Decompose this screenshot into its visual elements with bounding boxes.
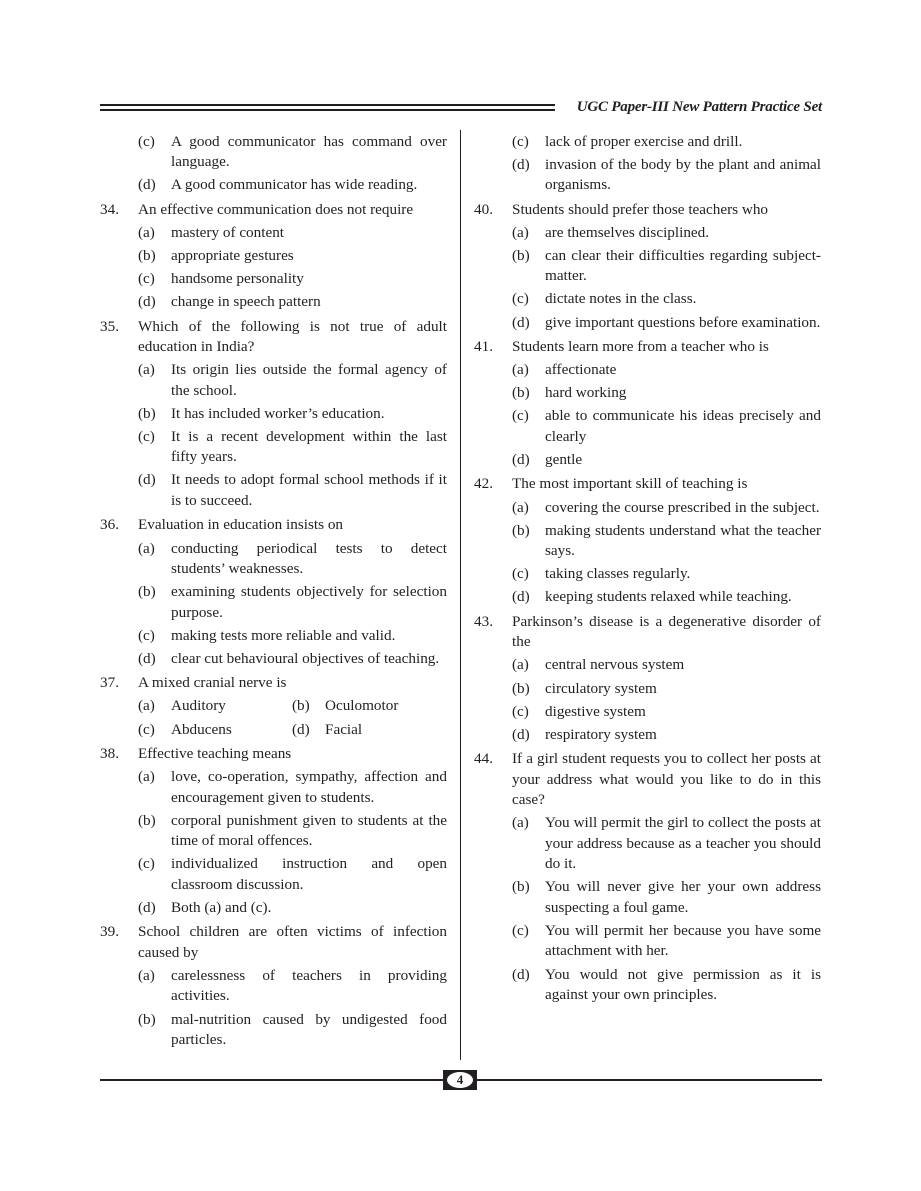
question-block — [474, 200, 821, 333]
option-label: (c) — [512, 921, 529, 939]
option-label: (b) — [138, 404, 156, 422]
option-text: respiratory system — [545, 725, 657, 743]
option-text: taking classes regularly. — [545, 565, 691, 583]
answer-option — [474, 223, 821, 244]
answer-option — [474, 725, 821, 746]
option-text: mal-nutrition caused by undigested food particles. — [171, 1010, 447, 1049]
question-block — [100, 515, 447, 669]
option-text: Auditory — [171, 697, 226, 715]
question-text: If a girl student requests you to collect her posts at your address what would you like to do in this case? — [512, 750, 821, 809]
question-block — [100, 744, 447, 918]
option-label: (c) — [138, 427, 155, 445]
option-label: (b) — [512, 246, 530, 264]
option-text: can clear their difficulties regarding subject-matter. — [545, 246, 821, 285]
answer-option — [100, 404, 447, 425]
option-text: handsome personality — [171, 269, 304, 287]
question-block — [474, 132, 821, 196]
option-text: lack of proper exercise and drill. — [545, 132, 743, 150]
answer-option — [100, 427, 447, 468]
answer-option — [474, 289, 821, 310]
option-text: Abducens — [171, 720, 232, 738]
option-label: (a) — [138, 966, 155, 984]
answer-option — [474, 246, 821, 287]
question-number: 41. — [474, 338, 493, 356]
option-text: gentle — [545, 450, 583, 468]
option-text: digestive system — [545, 702, 646, 720]
answer-option — [474, 521, 821, 562]
question-stem — [100, 515, 447, 536]
header-rule — [100, 104, 555, 114]
answer-option — [138, 696, 292, 717]
question-number: 39. — [100, 923, 119, 941]
answer-option — [100, 811, 447, 852]
option-label: (a) — [512, 361, 529, 379]
option-text: You would not give permission as it is against your own principles. — [545, 965, 821, 1004]
question-text: School children are often victims of infection caused by — [138, 923, 447, 961]
page-number: 4 — [447, 1072, 473, 1088]
question-block — [100, 132, 447, 196]
answer-option — [100, 539, 447, 580]
question-stem — [474, 200, 821, 221]
answer-option — [474, 155, 821, 196]
question-block — [474, 474, 821, 607]
question-number: 35. — [100, 317, 119, 335]
option-label: (c) — [138, 855, 155, 873]
option-text: appropriate gestures — [171, 246, 294, 264]
question-number: 43. — [474, 612, 493, 630]
option-label: (b) — [138, 811, 156, 829]
answer-option — [100, 175, 447, 196]
answer-option — [474, 313, 821, 334]
option-label: (d) — [512, 155, 530, 173]
option-label: (c) — [512, 407, 529, 425]
option-text: Facial — [325, 720, 363, 738]
option-text: A good communicator has command over language. — [171, 132, 447, 171]
answer-option — [100, 767, 447, 808]
option-text: corporal punishment given to students at the time of moral offences. — [171, 811, 447, 850]
option-text: Its origin lies outside the formal agency of the school. — [171, 361, 447, 399]
question-text: Students learn more from a teacher who is — [512, 338, 769, 356]
answer-option — [100, 223, 447, 244]
answer-option — [100, 292, 447, 313]
question-text: An effective communication does not require — [138, 200, 414, 218]
question-block — [100, 200, 447, 313]
option-label: (c) — [138, 132, 155, 150]
option-text: hard working — [545, 384, 627, 402]
option-text: mastery of content — [171, 223, 285, 241]
question-text: Effective teaching means — [138, 745, 292, 762]
answer-option — [100, 626, 447, 647]
option-text: You will never give her your own address suspecting a foul game. — [545, 878, 821, 916]
answer-option — [474, 965, 821, 1006]
question-number: 37. — [100, 674, 119, 692]
question-number: 38. — [100, 745, 119, 762]
option-label: (d) — [512, 588, 530, 606]
answer-option — [100, 246, 447, 267]
option-label: (c) — [512, 290, 529, 308]
answer-option — [138, 720, 292, 741]
option-text: covering the course prescribed in the subject. — [545, 498, 820, 516]
option-label: (b) — [512, 521, 530, 539]
option-label: (a) — [138, 539, 155, 557]
question-number: 36. — [100, 516, 119, 534]
option-text: invasion of the body by the plant and animal organisms. — [545, 155, 821, 194]
option-label: (d) — [512, 725, 530, 743]
option-label: (a) — [512, 223, 529, 241]
answer-option — [100, 132, 447, 173]
option-text: It has included worker’s education. — [171, 404, 385, 422]
option-label: (b) — [292, 697, 310, 715]
question-stem — [100, 922, 447, 963]
answer-option — [100, 470, 447, 511]
option-label: (a) — [512, 814, 529, 832]
option-text: love, co-operation, sympathy, affection and encouragement given to students. — [171, 768, 447, 806]
left-column — [100, 129, 447, 1051]
question-block — [474, 337, 821, 470]
answer-option — [474, 360, 821, 381]
answer-option — [474, 587, 821, 608]
question-text: Parkinson’s disease is a degenerative disorder of the — [512, 612, 821, 651]
option-text: Oculomotor — [325, 697, 399, 715]
option-label: (a) — [512, 498, 529, 516]
answer-option — [474, 702, 821, 723]
option-label: (d) — [512, 313, 530, 331]
option-text: individualized instruction and open classroom discussion. — [171, 855, 447, 893]
question-block — [474, 749, 821, 1005]
answer-option — [100, 966, 447, 1007]
answer-option — [100, 649, 447, 670]
option-text: circulatory system — [545, 679, 657, 697]
answer-option — [292, 720, 447, 741]
option-label: (d) — [138, 471, 156, 489]
question-stem — [474, 749, 821, 811]
question-stem — [474, 474, 821, 495]
options-grid — [100, 694, 447, 740]
option-label: (b) — [512, 878, 530, 896]
answer-option — [100, 360, 447, 401]
option-label: (d) — [138, 898, 156, 916]
option-text: are themselves disciplined. — [545, 223, 710, 241]
option-label: (a) — [512, 656, 529, 674]
option-label: (a) — [138, 361, 155, 379]
option-label: (c) — [512, 132, 529, 150]
option-text: Both (a) and (c). — [171, 898, 272, 916]
option-text: A good communicator has wide reading. — [171, 176, 418, 194]
option-label: (b) — [138, 583, 156, 601]
answer-option — [474, 406, 821, 447]
option-text: conducting periodical tests to detect students’ weaknesses. — [171, 539, 447, 578]
option-text: You will permit her because you have some attachment with her. — [545, 921, 821, 960]
question-number: 42. — [474, 475, 493, 493]
question-text: Students should prefer those teachers who — [512, 200, 769, 218]
option-label: (b) — [512, 384, 530, 402]
option-text: It needs to adopt formal school methods if it is to succeed. — [171, 471, 447, 509]
option-label: (b) — [512, 679, 530, 697]
option-label: (d) — [512, 450, 530, 468]
right-column — [474, 129, 821, 1006]
option-text: making students understand what the teacher says. — [545, 521, 821, 560]
option-label: (c) — [512, 565, 529, 583]
option-text: examining students objectively for selection purpose. — [171, 583, 447, 621]
question-text: The most important skill of teaching is — [512, 475, 748, 493]
option-text: able to communicate his ideas precisely and clearly — [545, 407, 821, 445]
option-label: (c) — [138, 626, 155, 644]
answer-option — [474, 450, 821, 471]
option-label: (b) — [138, 1010, 156, 1028]
answer-option — [100, 898, 447, 919]
option-text: affectionate — [545, 361, 617, 379]
option-label: (d) — [138, 176, 156, 194]
option-label: (c) — [138, 269, 155, 287]
question-text: Which of the following is not true of adult education in India? — [138, 317, 447, 356]
answer-option — [100, 854, 447, 895]
question-stem — [100, 200, 447, 221]
option-text: You will permit the girl to collect the posts at your address because as a teacher you should do it. — [545, 814, 821, 873]
question-number: 40. — [474, 200, 493, 218]
answer-option — [100, 582, 447, 623]
question-stem — [100, 744, 447, 765]
question-stem — [100, 673, 447, 694]
question-number: 44. — [474, 750, 493, 768]
question-text: A mixed cranial nerve is — [138, 674, 287, 692]
question-block — [474, 612, 821, 745]
option-label: (a) — [138, 697, 155, 715]
option-text: central nervous system — [545, 656, 685, 674]
question-stem — [474, 612, 821, 653]
question-stem — [474, 337, 821, 358]
question-text: Evaluation in education insists on — [138, 516, 344, 534]
option-label: (b) — [138, 246, 156, 264]
option-text: give important questions before examination. — [545, 313, 821, 331]
question-number: 34. — [100, 200, 119, 218]
option-text: carelessness of teachers in providing activities. — [171, 966, 447, 1005]
option-text: making tests more reliable and valid. — [171, 626, 396, 644]
option-text: change in speech pattern — [171, 293, 321, 311]
option-label: (c) — [138, 720, 155, 738]
question-block — [100, 673, 447, 740]
running-header-title: UGC Paper-III New Pattern Practice Set — [576, 99, 822, 115]
option-text: keeping students relaxed while teaching. — [545, 588, 792, 606]
option-text: clear cut behavioural objectives of teaching. — [171, 649, 440, 667]
answer-option — [100, 1010, 447, 1051]
answer-option — [292, 696, 447, 717]
option-text: It is a recent development within the last fifty years. — [171, 427, 447, 466]
option-label: (d) — [138, 293, 156, 311]
answer-option — [474, 498, 821, 519]
option-text: dictate notes in the class. — [545, 290, 697, 308]
option-label: (c) — [512, 702, 529, 720]
answer-option — [474, 921, 821, 962]
column-divider — [460, 130, 461, 1060]
answer-option — [474, 655, 821, 676]
option-label: (a) — [138, 768, 155, 786]
answer-option — [474, 679, 821, 700]
option-label: (d) — [138, 649, 156, 667]
option-label: (d) — [292, 720, 310, 738]
question-stem — [100, 317, 447, 358]
answer-option — [474, 132, 821, 153]
option-label: (a) — [138, 223, 155, 241]
answer-option — [474, 877, 821, 918]
option-label: (d) — [512, 965, 530, 983]
answer-option — [474, 383, 821, 404]
answer-option — [100, 269, 447, 290]
answer-option — [474, 564, 821, 585]
question-block — [100, 922, 447, 1050]
answer-option — [474, 813, 821, 875]
question-block — [100, 317, 447, 512]
